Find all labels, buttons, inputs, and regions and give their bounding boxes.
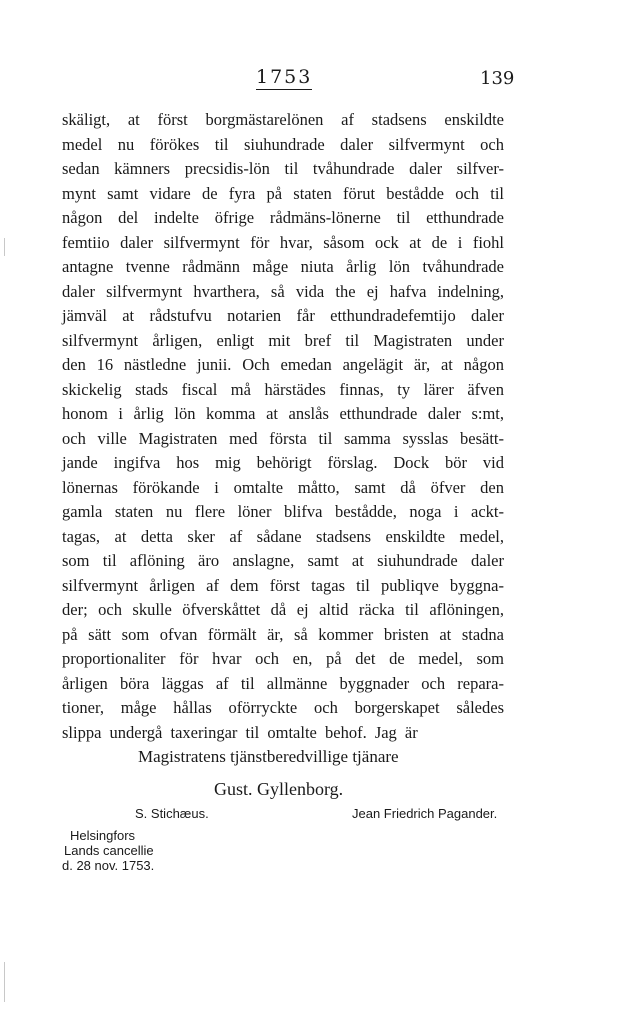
closing-formula: Magistratens tjänstberedvillige tjänare <box>138 747 399 766</box>
place-line-2: Lands cancellie <box>64 843 154 858</box>
body-line: som til aflöning äro anslagne, samt at siuhundrade daler <box>62 551 504 570</box>
body-line: lönernas förökande i omtalte måtto, samt då öfver den <box>62 477 504 497</box>
date-line: d. 28 nov. 1753. <box>62 858 155 873</box>
body-line: slippa undergå taxeringar til omtalte behof. Jag är <box>62 722 418 742</box>
body-line: på sätt som ofvan förmält är, så kommer bristen at stadna <box>62 624 504 644</box>
body-line: jämväl at rådstufvu notarien får etthundradefemtijo daler <box>62 306 504 325</box>
body-line: årligen böra läggas af til allmänne byggnader och repara- <box>62 673 504 693</box>
body-line: skäligt, at först borgmästarelönen af stadsens enskildte <box>62 110 504 129</box>
body-line: silfvermynt årligen af dem först tagas til publiqve byggna- <box>62 575 504 595</box>
page-number: 139 <box>480 68 515 89</box>
body-line: sedan kämners precsidis-lön til tvåhundrade daler silfver- <box>62 159 504 178</box>
body-line: gamla staten nu flere löner blifva bestådde, noga i ackt- <box>62 502 504 521</box>
cosigner-right: Jean Friedrich Pagander. <box>352 806 498 821</box>
body-line: medel nu förökes til siuhundrade daler silfvermynt och <box>62 134 504 154</box>
signature: Gust. Gyllenborg. <box>214 779 344 799</box>
letter-body <box>62 108 504 745</box>
body-line: tioner, måge hållas oförryckte och borgerskapet således <box>62 698 504 717</box>
margin-mark <box>4 962 5 1002</box>
body-line: den 16 nästledne junii. Och emedan angelägit är, at någon <box>62 355 504 374</box>
body-line: skickelig stads fiscal må härstädes finnas, ty lärer äfven <box>62 379 504 399</box>
body-line: antagne tvenne rådmänn måge niuta årlig lön tvåhundrade <box>62 257 504 276</box>
body-line: proportionaliter för hvar och en, på det de medel, som <box>62 649 504 668</box>
page-header-year: 1753 <box>256 66 313 88</box>
body-line: femtiio daler silfvermynt för hvar, såsom ock at de i fiohl <box>62 232 504 252</box>
body-line: silfvermynt årligen, enligt mit bref til Magistraten under <box>62 330 504 350</box>
body-line: jande ingifva hos mig behörigt förslag. Dock bör vid <box>62 453 504 472</box>
body-line: någon del indelte öfrige rådmäns-lönerne til etthundrade <box>62 208 504 227</box>
body-line: och ville Magistraten med första til samma sysslas besätt- <box>62 428 504 448</box>
body-line: tagas, at detta sker af sådane stadsens enskildte medel, <box>62 526 504 546</box>
place-and-date <box>62 828 154 873</box>
place-line-1: Helsingfors <box>70 828 136 843</box>
cosigner-left: S. Stichæus. <box>135 806 209 821</box>
body-line: honom i årlig lön komma at anslås etthundrade daler s:mt, <box>62 404 504 423</box>
body-line: der; och skulle öfverskåttet då ej altid räcka til aflöningen, <box>62 600 504 619</box>
body-line: mynt samt vidare de fyra på staten förut bestådde och til <box>62 183 504 203</box>
margin-mark <box>4 238 5 256</box>
body-line: daler silfvermynt hvarthera, så vida the ej hafva indelning, <box>62 281 504 301</box>
